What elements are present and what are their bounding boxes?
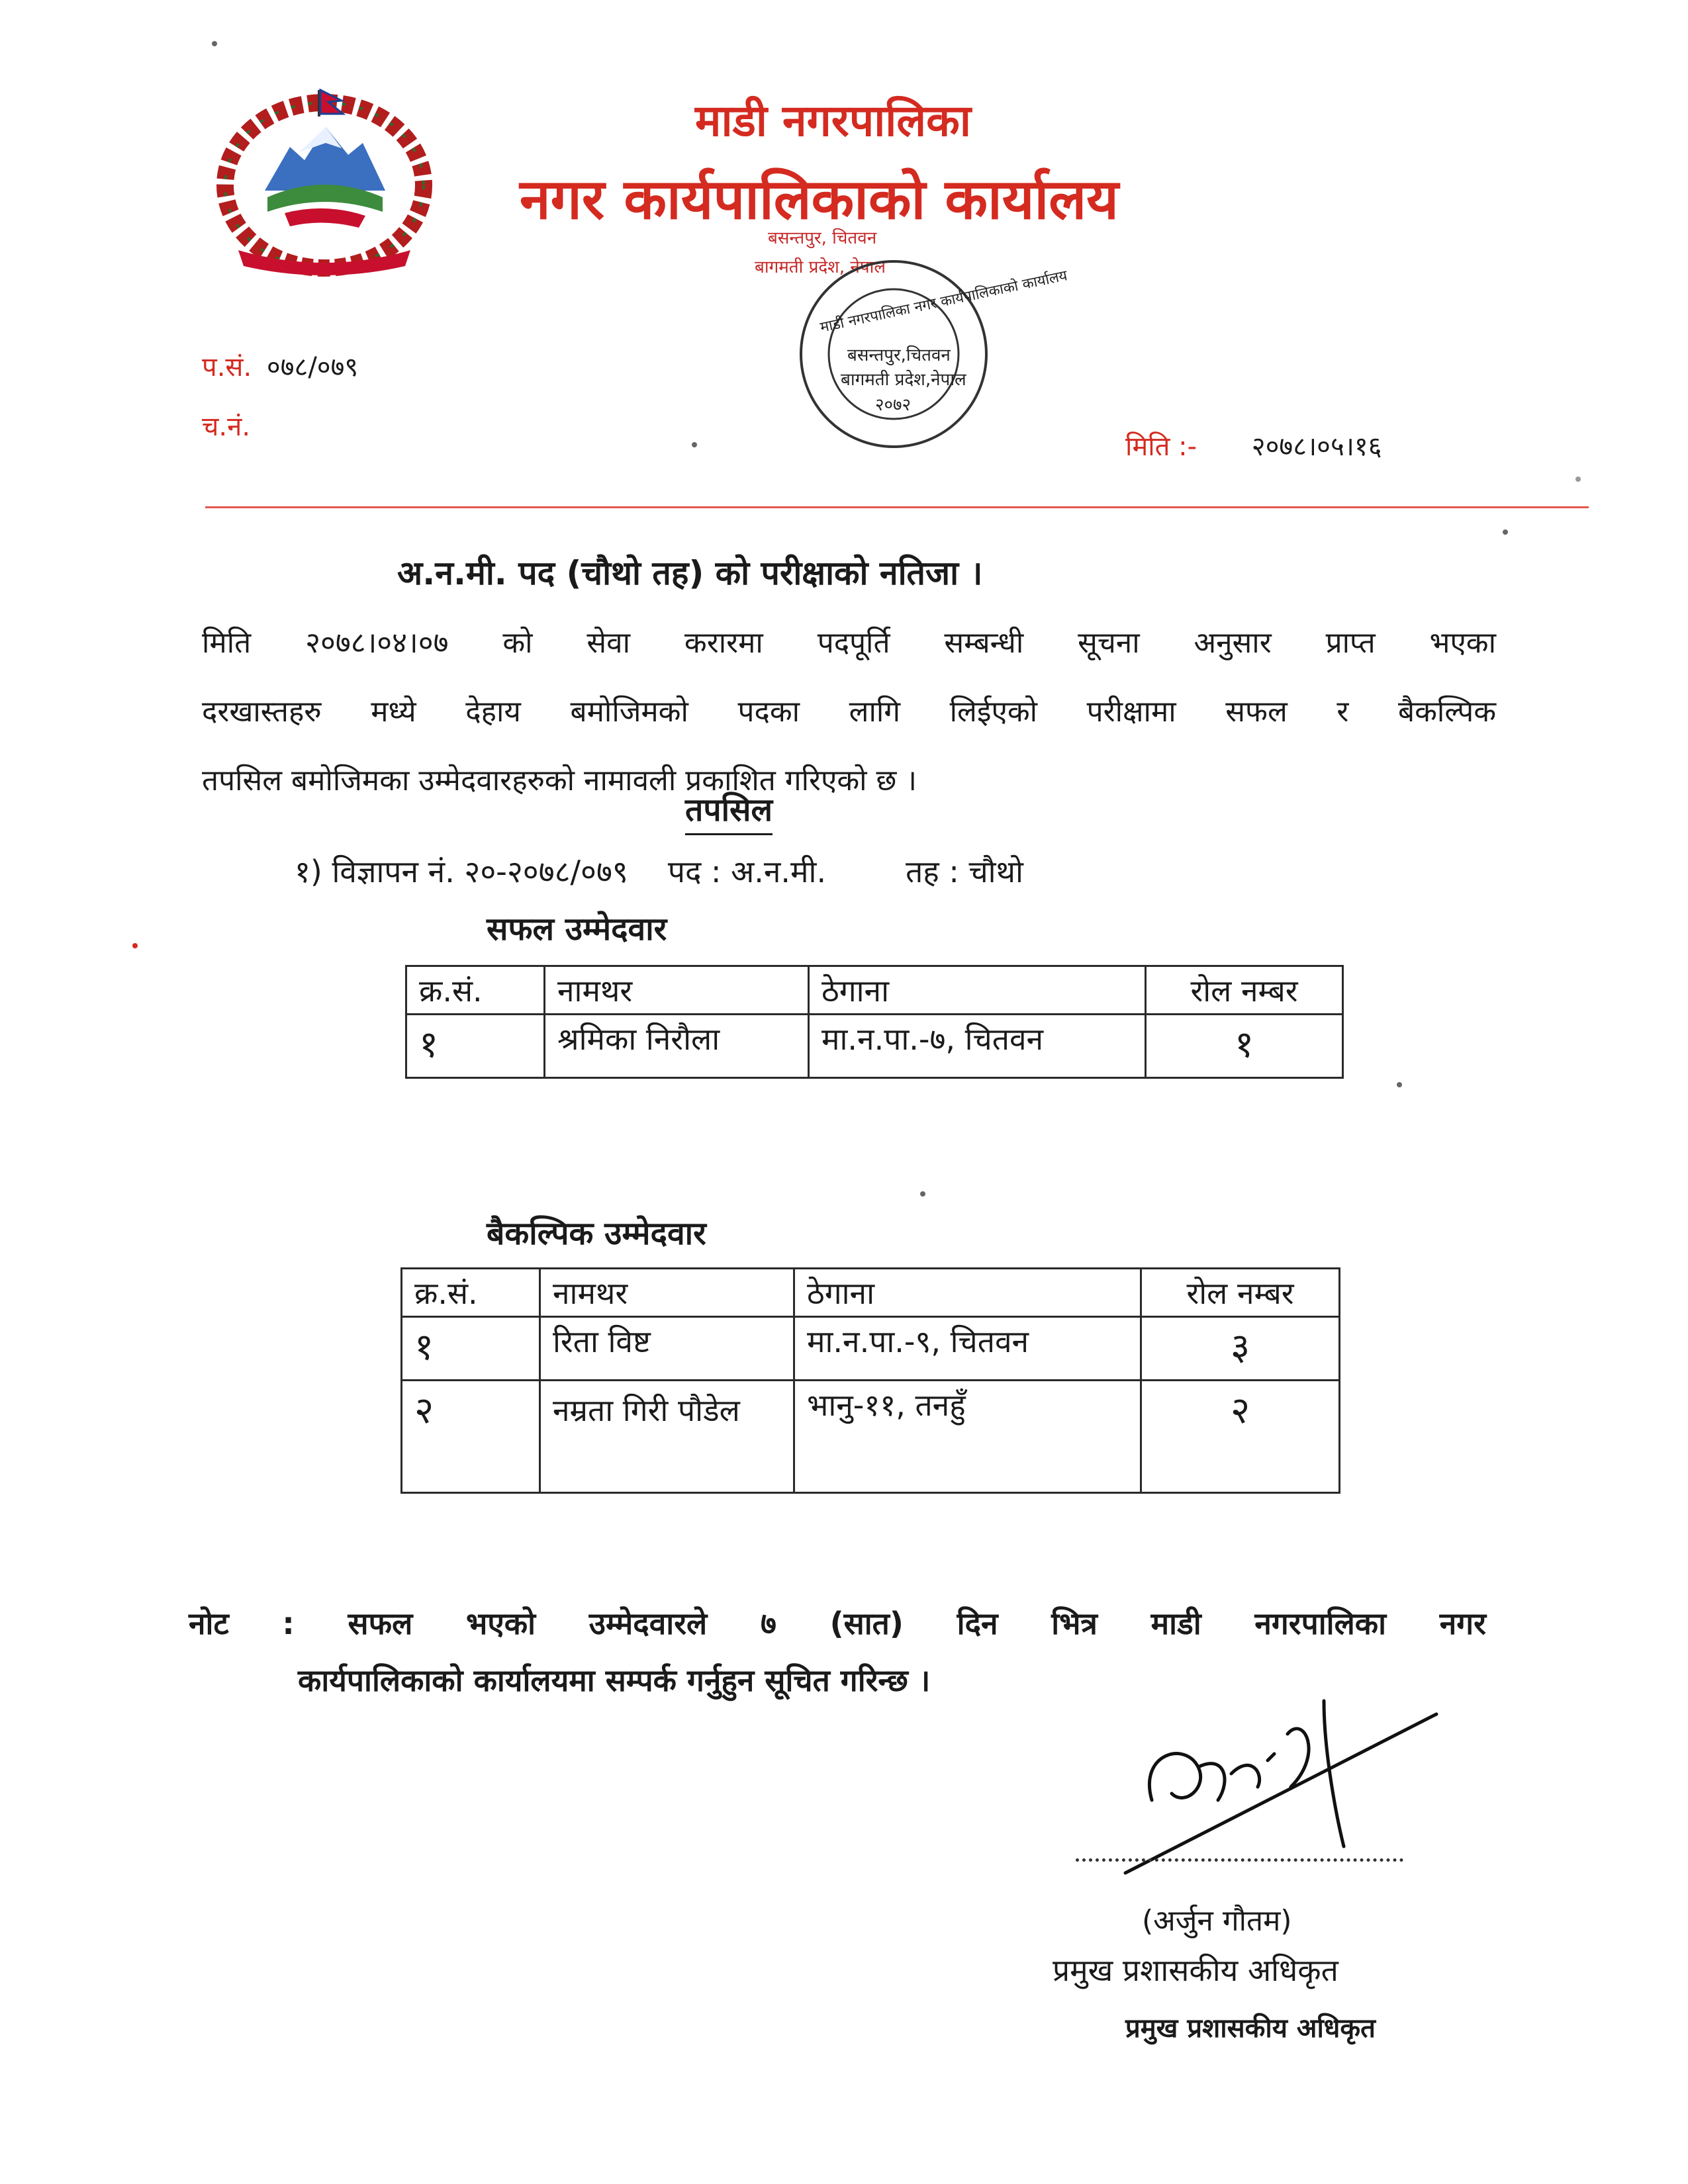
header-address2: बागमती प्रदेश, नेपाल: [755, 257, 886, 277]
col-name: नामथर: [545, 966, 809, 1015]
cell-roll: १: [1146, 1015, 1343, 1078]
advert-level: तह : चौथो: [906, 854, 1023, 889]
cell-name: रिता विष्ट: [540, 1317, 794, 1381]
paragraph-line: तपसिल बमोजिमका उम्मेदवारहरुको नामावली प्रकाशित गरिएको छ ।: [202, 764, 917, 797]
seal-line1: बसन्तपुर,चितवन: [847, 345, 951, 365]
notice-paragraph: [202, 609, 1496, 815]
notice-title: अ.न.मी. पद (चौथो तह) को परीक्षाको नतिजा ।: [397, 554, 983, 592]
date-label: मिति :-: [1125, 432, 1197, 462]
patra-label: प.सं.: [202, 352, 252, 383]
scan-speck: [692, 442, 697, 447]
cell-sn: २: [402, 1381, 540, 1493]
seal-line2: बागमती प्रदेश,नेपाल: [841, 370, 966, 390]
signature-icon: [1125, 1674, 1443, 1873]
col-roll: रोल नम्बर: [1146, 966, 1343, 1015]
cell-name: श्रमिका निरौला: [545, 1015, 809, 1078]
scan-speck: [1503, 529, 1508, 535]
note-line2: कार्यपालिकाको कार्यालयमा सम्पर्क गर्नुहुन सूचित गरिन्छ ।: [298, 1662, 931, 1698]
cell-roll: ३: [1141, 1317, 1340, 1381]
signatory-name: (अर्जुन गौतम): [1142, 1904, 1292, 1938]
table-row: [402, 1381, 1340, 1493]
successful-table: [405, 965, 1344, 1079]
alternate-table: [400, 1267, 1340, 1494]
office-seal-icon: [728, 212, 1069, 457]
header-divider: [205, 506, 1589, 508]
signature-line: [1076, 1858, 1403, 1862]
advert-line: [295, 850, 1023, 891]
col-sn: क्र.सं.: [406, 966, 545, 1015]
cell-sn: १: [406, 1015, 545, 1078]
cell-sn: १: [402, 1317, 540, 1381]
nepal-emblem-icon: [212, 86, 437, 285]
date-value: २०७८।०५।१६: [1251, 432, 1382, 462]
scan-speck: [1575, 477, 1581, 482]
emblem-scroll: [238, 250, 410, 275]
patra-sankhya: [202, 347, 358, 384]
note-line1: नोट : सफल भएको उम्मेदवारले ७ (सात) दिन भित्र माडी नगरपालिका नगर: [189, 1606, 1486, 1641]
advert-number: १) विज्ञापन नं. २०-२०७८/०७९: [295, 854, 628, 889]
issue-date: [1125, 427, 1382, 463]
scan-speck: [920, 1191, 925, 1197]
cell-name: नम्रता गिरी पौडेल: [540, 1381, 794, 1493]
office-name: नगर कार्यपालिकाको कार्यालय: [520, 167, 1119, 232]
emblem-flag-icon: [318, 90, 343, 116]
municipality-name: माडी नगरपालिका: [695, 95, 971, 146]
alternate-heading: बैकल्पिक उम्मेदवार: [487, 1215, 706, 1252]
cell-address: मा.न.पा.-७, चितवन: [809, 1015, 1146, 1078]
successful-heading: सफल उम्मेदवार: [487, 911, 667, 948]
col-roll: रोल नम्बर: [1141, 1269, 1340, 1317]
seal-ring-text: माडी नगरपालिका नगर कार्यपालिकाको कार्यालय: [818, 267, 1069, 336]
signatory-stamp: प्रमुख प्रशासकीय अधिकृत: [1125, 2013, 1376, 2044]
table-header-row: [406, 966, 1343, 1015]
advert-post: पद : अ.न.मी.: [667, 854, 827, 889]
cell-address: मा.न.पा.-९, चितवन: [794, 1317, 1141, 1381]
signatory-designation: प्रमुख प्रशासकीय अधिकृत: [1053, 1952, 1338, 1988]
paragraph-line: दरखास्तहरु मध्ये देहाय बमोजिमको पदका लागि लिईएको परीक्षामा सफल र बैकल्पिक: [202, 695, 1496, 729]
scan-speck: [212, 41, 217, 46]
cell-address: भानु-११, तनहुँ: [794, 1381, 1141, 1493]
table-header-row: [402, 1269, 1340, 1317]
chalani-label: च.नं.: [202, 412, 251, 442]
col-sn: क्र.सं.: [402, 1269, 540, 1317]
table-row: [406, 1015, 1343, 1078]
tapsil-heading: तपसिल: [685, 788, 773, 835]
cell-roll: २: [1141, 1381, 1340, 1493]
col-name: नामथर: [540, 1269, 794, 1317]
seal-year: २०७२: [875, 395, 912, 415]
chalani-number: [202, 407, 250, 443]
col-address: ठेगाना: [794, 1269, 1141, 1317]
header-address1: बसन्तपुर, चितवन: [768, 228, 877, 248]
col-address: ठेगाना: [809, 966, 1146, 1015]
table-row: [402, 1317, 1340, 1381]
scan-speck: [132, 943, 138, 948]
scan-speck: [1397, 1082, 1402, 1087]
patra-value: ०७८/०७९: [266, 352, 359, 383]
paragraph-line: मिति २०७८।०४।०७ को सेवा करारमा पदपूर्ति सम्बन्धी सूचना अनुसार प्राप्त भएका: [202, 626, 1496, 660]
